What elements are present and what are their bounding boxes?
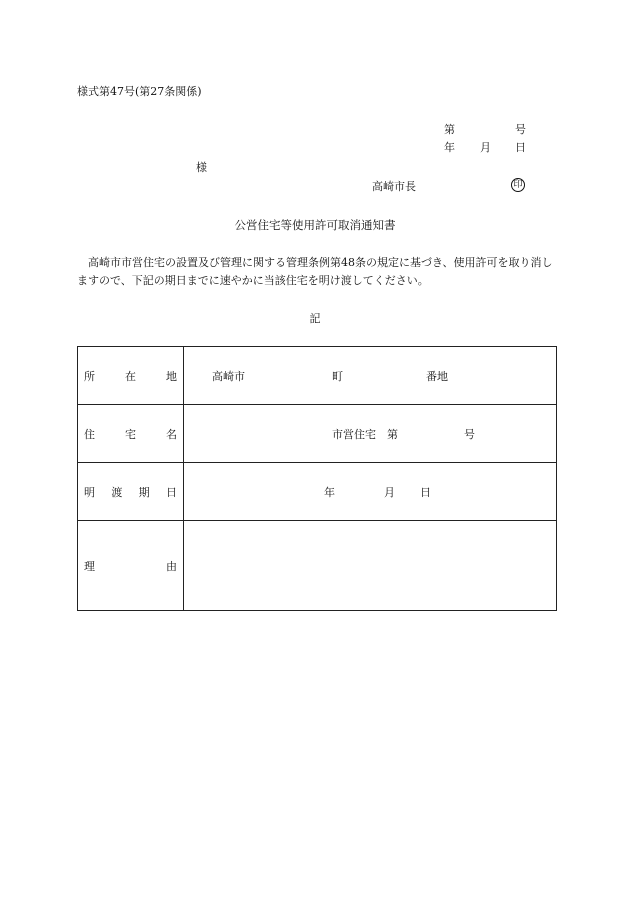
document-title: 公営住宅等使用許可取消通知書: [234, 218, 396, 232]
label-char: 宅: [125, 427, 136, 441]
label-char: 地: [166, 369, 177, 383]
deadline-value: [184, 463, 557, 521]
location-city: 高崎市: [212, 369, 245, 383]
housing-suffix: 号: [464, 427, 475, 441]
reason-value: [184, 521, 557, 611]
table-row-location: [78, 347, 557, 405]
addressee-suffix: 様: [196, 161, 207, 174]
doc-number-suffix: 号: [515, 123, 526, 136]
label-char: 名: [166, 427, 177, 441]
label-char: 渡: [111, 485, 123, 499]
deadline-label: [78, 463, 184, 521]
label-char: 明: [84, 485, 95, 499]
label-char: 期: [138, 485, 150, 499]
label-char: 理: [84, 559, 95, 573]
date-day-label: 日: [515, 141, 526, 154]
label-char: 由: [166, 559, 177, 573]
housing-value: [184, 405, 557, 463]
form-number: 様式第47号(第27条関係): [77, 85, 202, 98]
location-label: [78, 347, 184, 405]
location-lot: 番地: [426, 369, 448, 383]
table-row-housing: [78, 405, 557, 463]
detail-table: [77, 346, 557, 611]
ki-marker: 記: [309, 312, 321, 325]
label-char: 日: [165, 485, 177, 499]
label-char: 在: [125, 369, 136, 383]
doc-number-prefix: 第: [444, 123, 455, 136]
label-char: 住: [84, 427, 95, 441]
deadline-year: 年: [324, 485, 335, 499]
sender-title: 高崎市長: [372, 180, 416, 193]
reason-label: [78, 521, 184, 611]
body-paragraph: 高崎市市営住宅の設置及び管理に関する管理条例第48条の規定に基づき、使用許可を取り消しますので、下記の期日までに速やかに当該住宅を明け渡してください。: [77, 256, 553, 287]
deadline-month: 月: [384, 485, 395, 499]
table-row-reason: [78, 521, 557, 611]
seal-mark: 印: [511, 178, 525, 192]
date-month-label: 月: [480, 141, 491, 154]
deadline-day: 日: [420, 485, 431, 499]
label-char: 所: [84, 369, 95, 383]
location-town: 町: [332, 369, 343, 383]
housing-label: [78, 405, 184, 463]
housing-prefix: 市営住宅 第: [332, 427, 398, 441]
date-year-label: 年: [444, 141, 455, 154]
location-value: [184, 347, 557, 405]
table-row-deadline: [78, 463, 557, 521]
